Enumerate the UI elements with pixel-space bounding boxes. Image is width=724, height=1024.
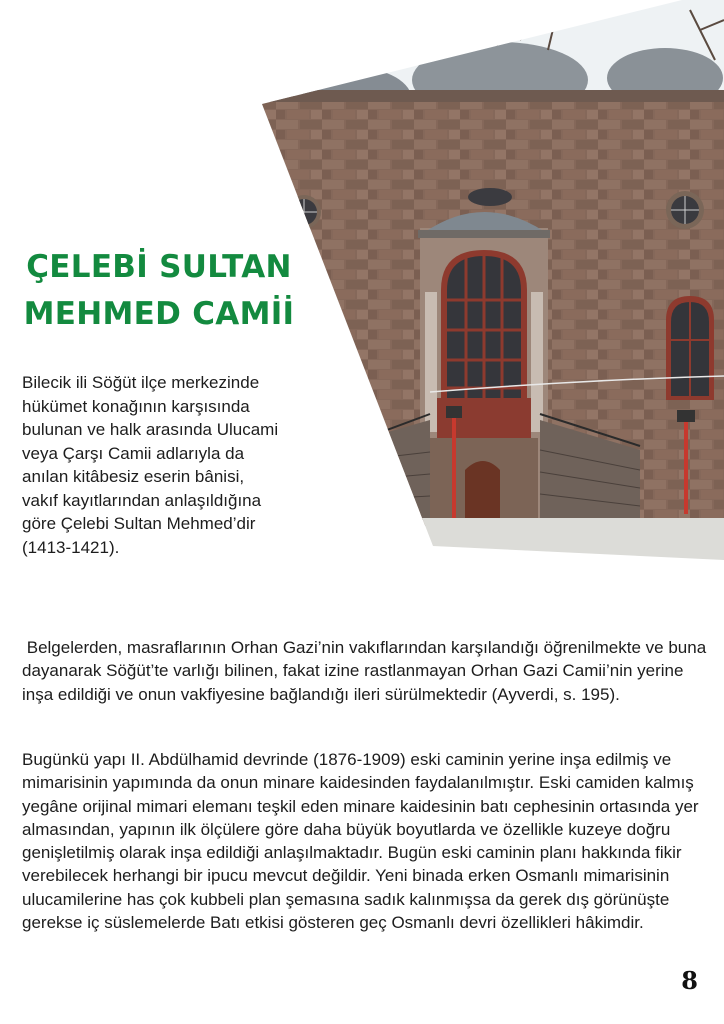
title-line-1: ÇELEBİ SULTAN — [26, 249, 292, 285]
title-line-2: MEHMED CAMİİ — [23, 296, 295, 332]
body-paragraph-2: Bugünkü yapı II. Abdülhamid devrinde (1876-1909) eski caminin yerine inşa edilmiş ve mimarisinin yapımında da onun minare kaidesinden faydalanılmıştır. Eski camiden kalmış yegâne orijinal mimari elemanı teşkil eden minare kaidesinin batı cephesinin ortasında yer almasından, yapının ilk ölçülere göre daha büyük boyutlarda ve özellikle kuzeye doğru genişletilmiş olarak inşa edildiği anlaşılmaktadır. Bugün eski caminin planı hakkında fikir verebilecek herhangi bir ipucu mevcut değildir. Yeni binada erken Osmanlı mimarisinin ulucamilerine has çok kubbeli plan şemasına sadık kalınmışsa da gerek dış görünüşte gerekse iç süslemelerde Batı etkisi gösteren geç Osmanlı devri özellikleri hâkimdir. — [22, 750, 699, 933]
intro-paragraph: Bilecik ili Söğüt ilçe merkezinde hükümet konağının karşısında bulunan ve halk arasında Ulucami veya Çarşı Camii adlarıyla da anılan kitâbesiz eserin bânisi, vakıf kayıtlarından anlaşıldığına göre Çelebi Sultan Mehmed’dir (1413-1421). — [22, 373, 279, 557]
page-title — [14, 244, 304, 338]
body-paragraph-1: Belgelerden, masraflarının Orhan Gazi’nin vakıflarından karşılandığı öğrenilmekte ve buna dayanarak Söğüt’te varlığı bilinen, fakat izine rastlanmayan Orhan Gazi Camii’nin yerine inşa edildiği ve onun vakfiyesine bağlandığı ileri sürülmektedir (Ayverdi, s. 195). — [22, 638, 711, 704]
page-number: 8 — [681, 966, 698, 995]
